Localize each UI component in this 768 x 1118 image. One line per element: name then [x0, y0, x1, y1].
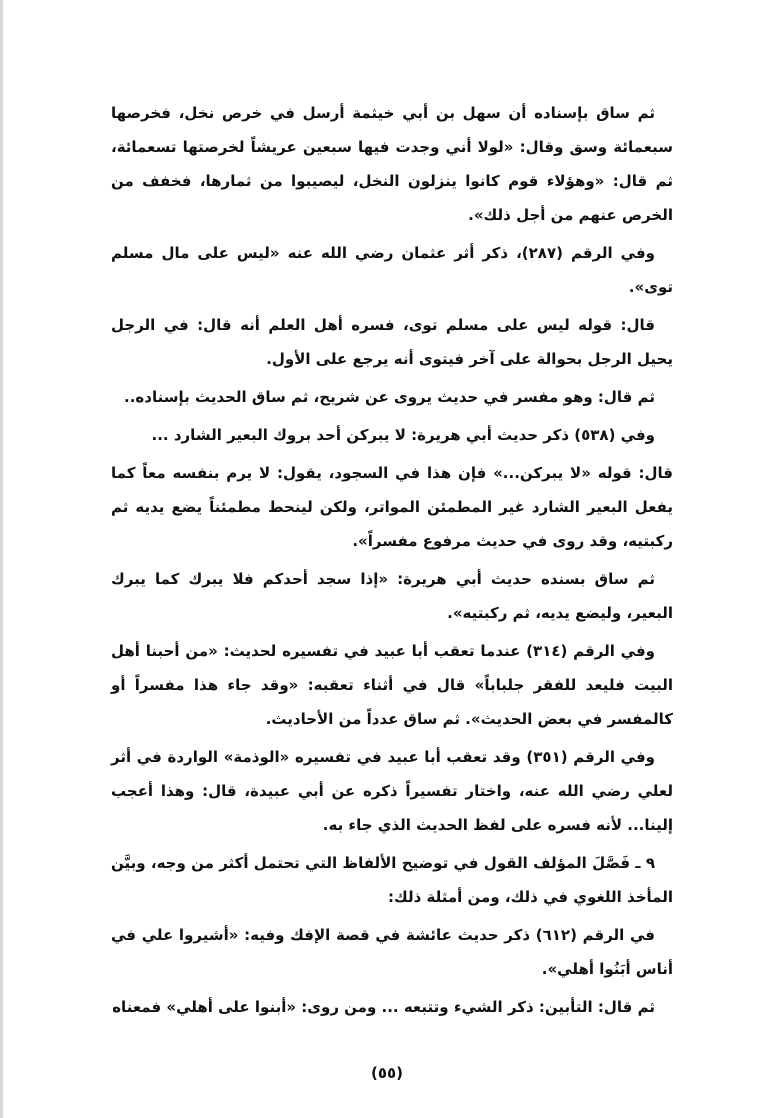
paragraph-2: وفي الرقم (٢٨٧)، ذكر أثر عثمان رضي الله عنه «ليس على مال مسلم توى».	[111, 244, 673, 296]
paragraph-10: ٩ ـ فَصَّلَ المؤلف القول في توضيح الألفاظ التي تحتمل أكثر من وجه، وبيَّن المأخذ اللغوي في ذلك، ومن أمثلة ذلك:	[111, 854, 673, 906]
paragraph-1: ثم ساق بإسناده أن سهل بن أبي خيثمة أرسل في خرص نخل، فخرصها سبعمائة وسق وقال: «لولا أني وجدت فيها سبعين عريشاً لخرصتها تسعمائة، ثم قال: «وهؤلاء قوم كانوا ينزلون النخل، ليصيبوا من ثمارها، فخفف من الخرص عنهم من أجل ذلك».	[111, 104, 673, 224]
paragraph-4: ثم قال: وهو مفسر في حديث يروى عن شريح، ثم ساق الحديث بإسناده..	[124, 388, 655, 406]
paragraph-9: وفي الرقم (٣٥١) وقد تعقب أبا عبيد في تفسيره «الوذمة» الواردة في أثر لعلي رضي الله عنه، واختار تفسيراً ذكره عن أبي عبيدة، قال: وهذا أعجب إلينا... لأنه فسره على لفظ الحديث الذي جاء به.	[111, 748, 673, 834]
paragraph-5: وفي (٥٣٨) ذكر حديث أبي هريرة: لا يبركن أحد بروك البعير الشارد ...	[151, 426, 655, 444]
paragraph-12: ثم قال: التأبين: ذكر الشيء وتتبعه ... ومن روى: «أبنوا على أهلي» فمعناه	[112, 998, 655, 1016]
paragraph-6: قال: قوله «لا يبركن...» فإن هذا في السجود، يقول: لا يرم بنفسه معاً كما يفعل البعير الشارد غير المطمئن المواتر، ولكن لينحط مطمئناً يضع يديه ثم ركبتيه، وقد روى في حديث مرفوع مفسراً».	[111, 464, 673, 550]
paragraph-7: ثم ساق بسنده حديث أبي هريرة: «إذا سجد أحدكم فلا يبرك كما يبرك البعير، وليضع يديه، ثم ركبتيه».	[111, 570, 673, 622]
paragraph-11: في الرقم (٦١٢) ذكر حديث عائشة في قصة الإفك وفيه: «أشيروا علي في أناس أبَنُوا أهلي».	[111, 926, 673, 978]
body-text	[111, 96, 673, 1028]
paragraph-8: وفي الرقم (٣١٤) عندما تعقب أبا عبيد في تفسيره لحديث: «من أحبنا أهل البيت فليعد للفقر جلباباً» قال في أثناء تعقبه: «وقد جاء هذا مفسراً أو كالمفسر في بعض الحديث». ثم ساق عدداً من الأحاديث.	[111, 642, 673, 728]
page-number: (٥٥)	[370, 1064, 404, 1082]
paragraph-3: قال: قوله ليس على مسلم توى، فسره أهل العلم أنه قال: في الرجل يحيل الرجل بحوالة على آخر فيتوى أنه يرجع على الأول.	[111, 316, 673, 368]
